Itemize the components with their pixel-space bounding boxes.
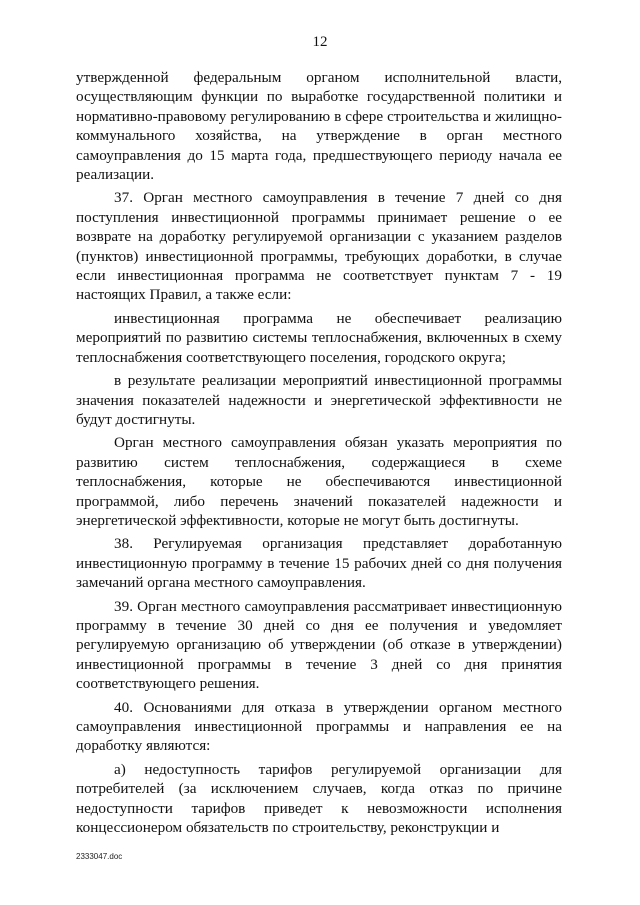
paragraph-obligation: Орган местного самоуправления обязан указать мероприятия по развитию систем теплоснабжения, содержащиеся в схеме теплоснабжения, которые не обеспечиваются инвестиционной программой, либо перечень значений показателей надежности и энергетической эффективности, которые не могут быть достигнуты. bbox=[76, 434, 562, 529]
paragraph-item-40: 40. Основаниями для отказа в утверждении органом местного самоуправления инвестиционной программы и направления ее на доработку являются: bbox=[76, 698, 562, 755]
paragraph-subitem-a: а) недоступность тарифов регулируемой организации для потребителей (за исключением случаев, когда отказ по причине недоступности тарифов приведет к невозможности исполнения концессионером обязательств по строительству, реконструкции и bbox=[76, 760, 562, 837]
page-number: 12 bbox=[312, 34, 328, 50]
paragraph-continuation: утвержденной федеральным органом исполнительной власти, осуществляющим функции по выработке государственной политики и нормативно-правовому регулированию в сфере строительства и жилищно-коммунального хозяйства, на утверждение в орган местного самоуправления до 15 марта года, предшествующего периоду начала ее реализации. bbox=[76, 69, 562, 184]
paragraph-item-38: 38. Регулируемая организация представляет доработанную инвестиционную программу в течение 15 рабочих дней со дня получения замечаний органа местного самоуправления. bbox=[76, 535, 562, 592]
paragraph-item-37: 37. Орган местного самоуправления в течение 7 дней со дня поступления инвестиционной программы принимает решение о ее возврате на доработку регулируемой организации с указанием разделов (пунктов) инвестиционной программы, требующих доработки, в случае если инвестиционная программа не соответствует пунктам 7 - 19 настоящих Правил, а также если: bbox=[76, 189, 562, 304]
paragraph-item-39: 39. Орган местного самоуправления рассматривает инвестиционную программу в течение 30 дней со дня ее получения и уведомляет регулируемую организацию об утверждении (об отказе в утверждении) инвестиционной программы в течение 3 дней со дня принятия соответствующего решения. bbox=[76, 597, 562, 693]
paragraph-condition-2: в результате реализации мероприятий инвестиционной программы значения показателей надежности и энергетической эффективности не будут достигнуты. bbox=[76, 372, 562, 428]
paragraph-condition-1: инвестиционная программа не обеспечивает реализацию мероприятий по развитию системы теплоснабжения, включенных в схему теплоснабжения соответствующего поселения, городского округа; bbox=[76, 309, 562, 366]
document-body bbox=[76, 68, 562, 841]
footer-filename: 2333047.doc bbox=[76, 852, 123, 861]
